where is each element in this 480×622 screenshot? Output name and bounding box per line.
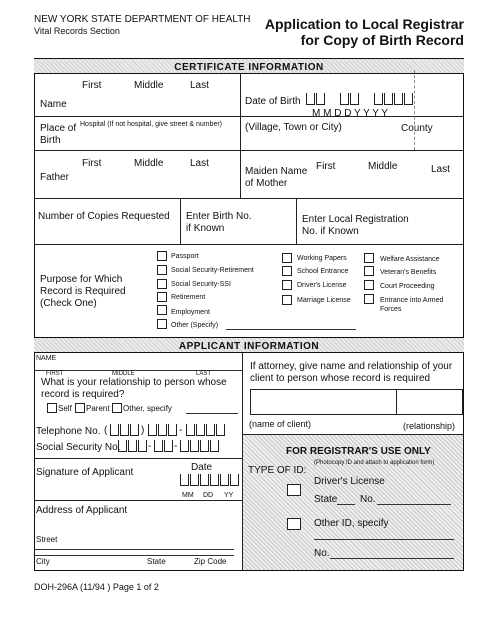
village-town-city-label: (Village, Town or City) bbox=[245, 122, 342, 133]
purpose-label-3: (Check One) bbox=[40, 298, 97, 309]
paren-close: ) bbox=[141, 425, 145, 436]
marriage-license-label: Marriage License bbox=[297, 297, 351, 304]
date-box bbox=[200, 474, 209, 486]
parent-label: Parent bbox=[86, 404, 110, 413]
retirement-label: Retirement bbox=[171, 294, 206, 301]
date-box bbox=[180, 474, 189, 486]
applicant-first-label: FIRST bbox=[46, 371, 64, 377]
date-yy-label: YY bbox=[224, 492, 234, 499]
veterans-benefits-checkbox[interactable] bbox=[364, 266, 374, 276]
court-proceeding-checkbox[interactable] bbox=[364, 280, 374, 290]
place-of-label: Place of bbox=[40, 123, 77, 134]
welfare-assistance-checkbox[interactable] bbox=[364, 253, 374, 263]
child-name-field[interactable] bbox=[40, 111, 238, 115]
phone-box bbox=[148, 424, 157, 436]
passport-label: Passport bbox=[171, 253, 199, 260]
other-id-field[interactable] bbox=[314, 539, 454, 540]
of-mother-label: of Mother bbox=[245, 178, 288, 189]
date-box bbox=[210, 474, 219, 486]
form-title-line2: for Copy of Birth Record bbox=[300, 32, 464, 48]
rule bbox=[34, 198, 464, 199]
divider bbox=[296, 198, 297, 244]
registrar-title: FOR REGISTRAR'S USE ONLY bbox=[286, 446, 431, 457]
form-title-line1: Application to Local Registrar bbox=[264, 16, 464, 32]
telephone-label: Telephone No. bbox=[36, 426, 101, 437]
date-label: Date bbox=[191, 462, 213, 473]
date-box bbox=[230, 474, 239, 486]
welfare-assistance-label: Welfare Assistance bbox=[380, 256, 440, 263]
dash: - bbox=[179, 425, 183, 436]
phone-box bbox=[158, 424, 167, 436]
ssn-box bbox=[190, 440, 199, 452]
dob-format-label: M M D D Y Y Y Y bbox=[312, 108, 388, 119]
city-state-zip-field[interactable] bbox=[34, 555, 234, 556]
form-id-footer: DOH-296A (11/94 ) Page 1 of 2 bbox=[34, 582, 159, 592]
registrar-state-field[interactable] bbox=[337, 504, 355, 505]
other-id-label: Other ID, specify bbox=[314, 518, 389, 529]
ssn-box bbox=[200, 440, 209, 452]
name-middle-label: Middle bbox=[134, 80, 164, 91]
section-name: Vital Records Section bbox=[34, 26, 120, 36]
divider bbox=[180, 198, 181, 244]
name-last-label: Last bbox=[190, 80, 209, 91]
date-of-birth-boxes[interactable] bbox=[306, 93, 424, 107]
dob-box bbox=[350, 93, 359, 105]
court-proceeding-label: Court Proceeding bbox=[380, 283, 435, 290]
other-relationship-checkbox[interactable] bbox=[112, 403, 122, 413]
mother-first-label: First bbox=[316, 161, 336, 172]
marriage-license-checkbox[interactable] bbox=[282, 295, 292, 305]
hospital-note: Hospital (If not hospital, give street & number) bbox=[80, 121, 223, 128]
employment-label: Employment bbox=[171, 309, 210, 316]
applicant-name-label: NAME bbox=[36, 355, 57, 362]
client-name-label: (name of client) bbox=[249, 419, 312, 429]
address-label: Address of Applicant bbox=[36, 505, 128, 516]
other-specify-field[interactable] bbox=[226, 329, 356, 330]
copies-requested-label: Number of Copies Requested bbox=[38, 211, 170, 222]
other-relationship-label: Other, specify bbox=[123, 404, 172, 413]
dob-box bbox=[384, 93, 393, 105]
date-box bbox=[190, 474, 199, 486]
mother-last-label: Last bbox=[431, 164, 450, 175]
registrar-no-label: No. bbox=[360, 494, 376, 505]
birth-label: Birth bbox=[40, 135, 61, 146]
relationship-label: (relationship) bbox=[403, 421, 456, 431]
name-label: Name bbox=[40, 99, 67, 110]
passport-checkbox[interactable] bbox=[157, 251, 167, 261]
date-of-birth-label: Date of Birth bbox=[245, 96, 301, 107]
working-papers-checkbox[interactable] bbox=[282, 253, 292, 263]
telephone-boxes[interactable] bbox=[104, 424, 238, 438]
ssn-box bbox=[138, 440, 147, 452]
purpose-label-2: Record is Required bbox=[40, 286, 126, 297]
registrar-license-no-field[interactable] bbox=[377, 504, 451, 505]
department-name: NEW YORK STATE DEPARTMENT OF HEALTH bbox=[34, 14, 251, 25]
relationship-question-1: What is your relationship to person whose bbox=[41, 377, 227, 388]
father-label: Father bbox=[40, 172, 69, 183]
divider bbox=[240, 150, 241, 198]
ss-retirement-checkbox[interactable] bbox=[157, 265, 167, 275]
ssn-box bbox=[118, 440, 127, 452]
dob-box bbox=[404, 93, 413, 105]
dob-box bbox=[306, 93, 315, 105]
divider bbox=[396, 389, 397, 415]
rule bbox=[34, 150, 464, 151]
phone-box bbox=[168, 424, 177, 436]
paren-open: ( bbox=[104, 425, 108, 436]
dob-box bbox=[316, 93, 325, 105]
zip-code-label: Zip Code bbox=[194, 557, 227, 566]
rule bbox=[34, 500, 242, 501]
registration-number-label: Enter Local Registration bbox=[302, 214, 409, 225]
registrar-state-label: State bbox=[314, 494, 338, 505]
hospital-field[interactable] bbox=[80, 132, 238, 148]
certificate-section-title: CERTIFICATE INFORMATION bbox=[174, 62, 324, 73]
dob-box bbox=[374, 93, 383, 105]
dash: - bbox=[148, 441, 152, 452]
phone-box bbox=[206, 424, 215, 436]
registration-number-if-known: No. if Known bbox=[302, 226, 359, 237]
birth-number-if-known: if Known bbox=[186, 223, 225, 234]
phone-box bbox=[130, 424, 139, 436]
phone-box bbox=[186, 424, 195, 436]
applicant-section-band bbox=[34, 337, 464, 353]
phone-box bbox=[110, 424, 119, 436]
street-label: Street bbox=[36, 535, 58, 544]
drivers-license-checkbox[interactable] bbox=[282, 280, 292, 290]
employment-checkbox[interactable] bbox=[157, 305, 167, 315]
ss-ssi-checkbox[interactable] bbox=[157, 279, 167, 289]
self-checkbox[interactable] bbox=[47, 403, 57, 413]
parent-checkbox[interactable] bbox=[75, 403, 85, 413]
applicant-last-label: LAST bbox=[196, 371, 212, 377]
county-label: County bbox=[401, 123, 433, 134]
ssn-boxes[interactable] bbox=[118, 440, 238, 454]
signature-date-boxes[interactable] bbox=[180, 474, 240, 488]
drivers-license-id-checkbox[interactable] bbox=[287, 484, 301, 496]
school-entrance-label: School Entrance bbox=[297, 268, 349, 275]
date-dd-label: DD bbox=[203, 492, 214, 499]
working-papers-label: Working Papers bbox=[297, 255, 347, 262]
veterans-benefits-label: Veteran's Benefits bbox=[380, 269, 437, 276]
phone-box bbox=[120, 424, 129, 436]
applicant-middle-label: MIDDLE bbox=[112, 371, 135, 377]
self-label: Self bbox=[58, 404, 72, 413]
city-label: City bbox=[36, 557, 50, 566]
certificate-section-band bbox=[34, 58, 464, 74]
registrar-note: (Photocopy ID and attach to application form) bbox=[314, 460, 435, 466]
school-entrance-checkbox[interactable] bbox=[282, 266, 292, 276]
applicant-section-title: APPLICANT INFORMATION bbox=[178, 341, 320, 352]
divider bbox=[240, 116, 241, 150]
rule bbox=[34, 458, 242, 459]
ss-retirement-label: Social Security-Retirement bbox=[171, 267, 254, 274]
retirement-checkbox[interactable] bbox=[157, 292, 167, 302]
father-middle-label: Middle bbox=[134, 158, 164, 169]
phone-box bbox=[216, 424, 225, 436]
street-field[interactable] bbox=[34, 549, 234, 550]
ssn-label: Social Security No. bbox=[36, 442, 121, 453]
ss-ssi-label: Social Security-SSI bbox=[171, 281, 231, 288]
purpose-label-1: Purpose for Which bbox=[40, 274, 123, 285]
other-relationship-field[interactable] bbox=[186, 413, 238, 414]
mother-middle-label: Middle bbox=[368, 161, 398, 172]
ssn-box bbox=[154, 440, 163, 452]
other-id-checkbox[interactable] bbox=[287, 518, 301, 530]
ssn-box bbox=[210, 440, 219, 452]
divider bbox=[240, 74, 241, 116]
drivers-license-label: Driver's License bbox=[297, 282, 347, 289]
client-name-relationship-box[interactable] bbox=[250, 389, 463, 415]
ssn-box bbox=[164, 440, 173, 452]
rule bbox=[34, 244, 464, 245]
name-first-label: First bbox=[82, 80, 102, 91]
type-of-id-label: TYPE OF ID: bbox=[248, 465, 307, 476]
father-first-label: First bbox=[82, 158, 102, 169]
armed-forces-label-2: Forces bbox=[380, 306, 402, 313]
applicant-name-field[interactable] bbox=[36, 362, 242, 370]
ssn-box bbox=[180, 440, 189, 452]
drivers-license-id-label: Driver's License bbox=[314, 476, 385, 487]
dob-box bbox=[340, 93, 349, 105]
attorney-instructions-1: If attorney, give name and relationship of your bbox=[250, 361, 453, 372]
dob-box bbox=[394, 93, 403, 105]
date-box bbox=[220, 474, 229, 486]
dashed-guide bbox=[414, 70, 415, 150]
maiden-name-label: Maiden Name bbox=[245, 166, 308, 177]
rule bbox=[34, 116, 464, 117]
armed-forces-checkbox[interactable] bbox=[364, 294, 374, 304]
signature-label: Signature of Applicant bbox=[36, 467, 134, 478]
state-label: State bbox=[147, 557, 166, 566]
other-specify-checkbox[interactable] bbox=[157, 319, 167, 329]
armed-forces-label: Entrance into Armed bbox=[380, 297, 444, 304]
relationship-question-2: record is required? bbox=[41, 389, 125, 400]
birth-number-label: Enter Birth No. bbox=[186, 211, 252, 222]
date-mm-label: MM bbox=[182, 492, 194, 499]
other-specify-label: Other (Specify) bbox=[171, 322, 219, 329]
other-id-no-field[interactable] bbox=[330, 558, 454, 559]
dash: - bbox=[174, 441, 178, 452]
father-last-label: Last bbox=[190, 158, 209, 169]
registrar-no2-label: No. bbox=[314, 548, 330, 559]
attorney-instructions-2: client to person whose record is required bbox=[250, 373, 431, 384]
signature-field[interactable] bbox=[36, 480, 176, 494]
ssn-box bbox=[128, 440, 137, 452]
phone-box bbox=[196, 424, 205, 436]
